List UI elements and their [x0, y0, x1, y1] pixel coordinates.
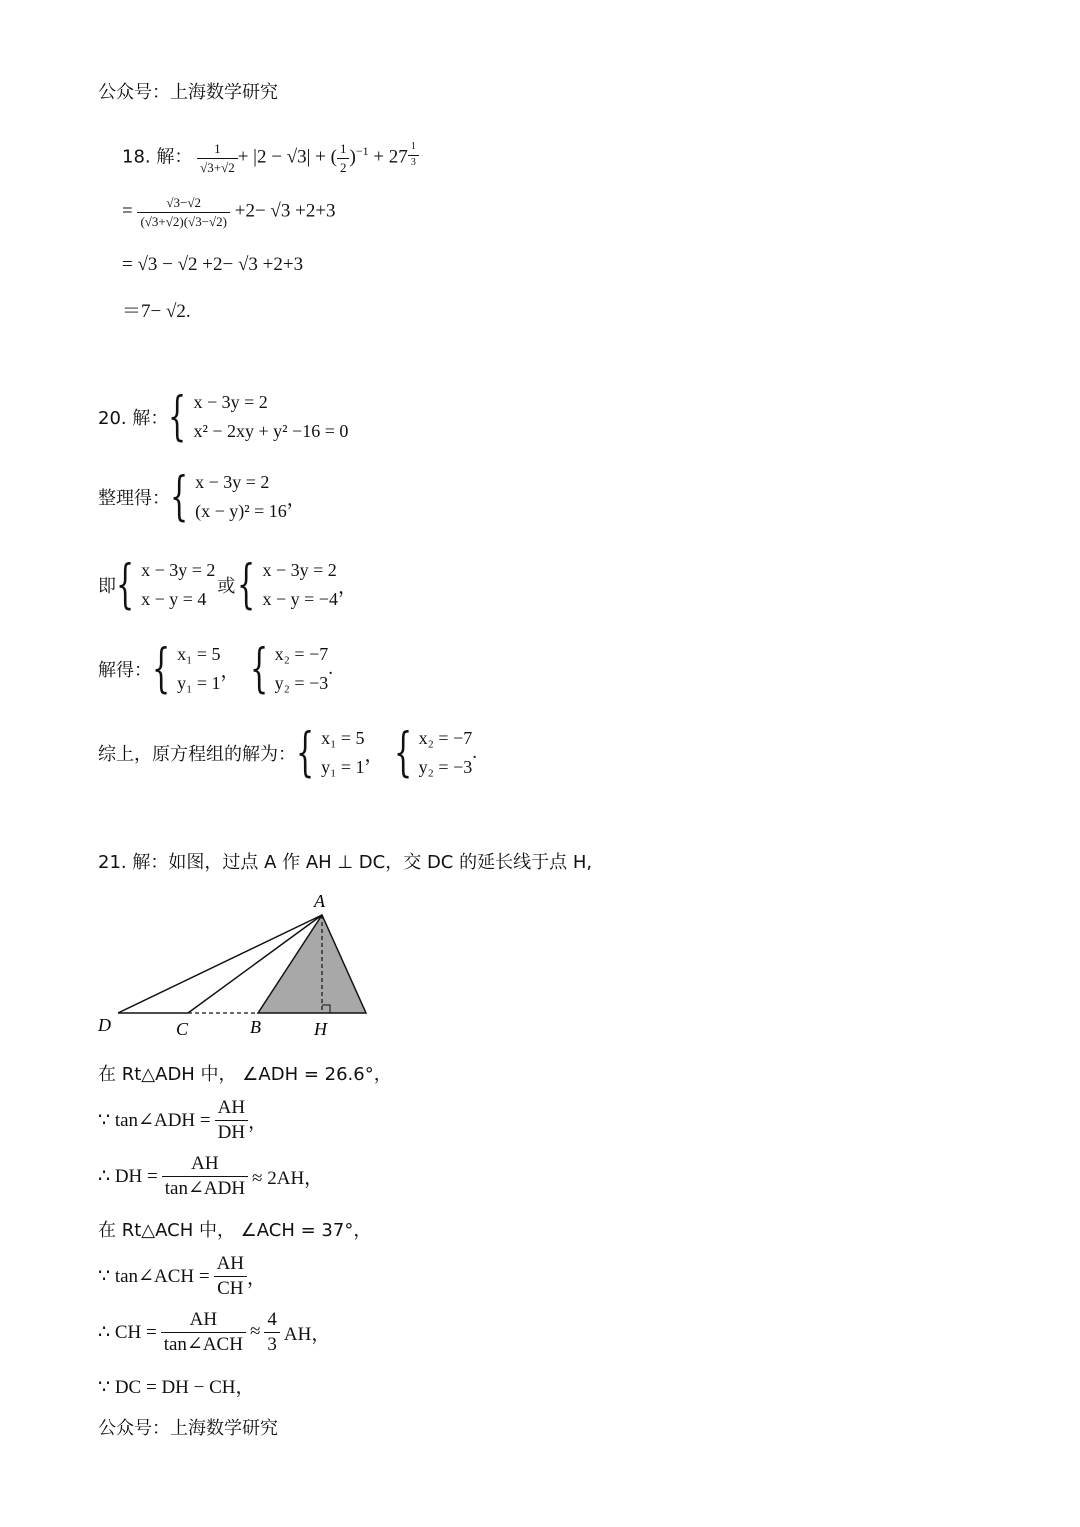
p20-ji: 即	[98, 576, 116, 597]
p20-sys1-eq1: x − 3y = 2	[193, 392, 268, 412]
p20-label: 20. 解：	[98, 408, 169, 429]
p21-l2	[98, 1098, 267, 1143]
p20-system-1	[168, 388, 348, 446]
p20-summary-label: 综上，原方程组的解为：	[98, 744, 296, 765]
p20-line1	[98, 388, 348, 446]
p21-l4: 在 Rt△ACH 中， ∠ACH = 37°，	[98, 1220, 372, 1241]
p20-arrange-label: 整理得：	[98, 488, 170, 509]
p20-sol2-x: x₂ = −7	[274, 644, 329, 664]
p20-sol-1	[152, 640, 221, 698]
brace-icon: {	[393, 723, 412, 783]
p18-label: 18. 解：	[122, 146, 193, 168]
p21-l5-tail: ，	[247, 1267, 267, 1289]
p21-figure	[90, 885, 390, 1045]
p20-system-3a	[116, 556, 215, 614]
p20-sol2-y: y₂ = −3	[274, 673, 329, 693]
p20-sum1-x: x₁ = 5	[321, 728, 365, 748]
p20-line4	[98, 640, 333, 698]
p20-line5	[98, 724, 477, 782]
p20-sum2-x: x₂ = −7	[418, 728, 473, 748]
p21-l2-tail: ，	[248, 1111, 268, 1133]
label-a: A	[314, 891, 325, 911]
p21-l2-pre: ∵ tan∠ADH =	[98, 1109, 211, 1131]
p21-l6	[98, 1310, 330, 1355]
p21-l3-frac: $\frac{AH}{\text{tan∠ADH}}$	[162, 1154, 248, 1199]
label-h: H	[314, 1019, 327, 1039]
p20-system-3b	[237, 556, 338, 614]
shaded-triangle-abh	[258, 915, 366, 1013]
p20-sys2-eq1: x − 3y = 2	[195, 472, 270, 492]
p20-sys3-tail: ，	[337, 576, 357, 598]
p18-line4: ＝7− √2.	[122, 301, 191, 322]
p20-sys3b-eq2: x − y = −4	[262, 589, 338, 609]
label-b: B	[250, 1017, 261, 1037]
p20-sep-2: ，	[364, 744, 384, 766]
p20-sol1-x: x₁ = 5	[177, 644, 221, 664]
label-d: D	[98, 1015, 111, 1035]
p20-sol-2	[250, 640, 329, 698]
p18-third: 1 3	[408, 142, 419, 168]
p20-sys3a-eq2: x − y = 4	[141, 589, 207, 609]
p18-exp: −1	[355, 144, 369, 159]
p21-l6-pre: ∴ CH =	[98, 1321, 157, 1343]
p20-sys2-tail: ，	[286, 488, 306, 510]
p20-end-2: .	[472, 742, 477, 763]
page-header: 公众号：上海数学研究	[98, 82, 278, 103]
p21-l5-frac: $\frac{AH}{CH}$	[214, 1254, 247, 1299]
label-c: C	[176, 1019, 189, 1039]
p20-end: .	[328, 658, 333, 679]
p18-line2	[122, 196, 336, 228]
p20-line2	[98, 468, 306, 526]
p20-solve-label: 解得：	[98, 660, 152, 681]
p20-sys2-eq2: (x − y)² = 16	[195, 501, 287, 521]
page-footer: 公众号：上海数学研究	[98, 1418, 278, 1439]
p21-intro: 21. 解：如图，过点 A 作 AH ⊥ DC，交 DC 的延长线于点 H,	[98, 852, 593, 873]
p21-l3	[98, 1154, 323, 1199]
p20-sol1-y: y₁ = 1	[177, 673, 221, 693]
p18-eq: =	[122, 200, 133, 222]
p18-27: + 27	[368, 146, 408, 168]
p21-l3-tail: ≈ 2AH，	[252, 1167, 324, 1189]
p21-l6-tail: AH，	[283, 1323, 331, 1345]
p20-sys3b-eq1: x − 3y = 2	[262, 560, 337, 580]
p21-l5-pre: ∵ tan∠ACH =	[98, 1265, 210, 1287]
p21-l1: 在 Rt△ADH 中， ∠ADH = 26.6°，	[98, 1064, 392, 1085]
p20-sum-1	[296, 724, 365, 782]
p20-sys3a-eq1: x − 3y = 2	[141, 560, 216, 580]
p21-l6-mid: ≈	[249, 1321, 261, 1343]
p20-system-2	[170, 468, 287, 526]
brace-icon: {	[296, 723, 315, 783]
p20-sum-2	[394, 724, 473, 782]
p18-abs-term: + |2 − √3| + (	[237, 146, 337, 168]
p20-sep: ，	[220, 660, 240, 682]
brace-icon: {	[116, 555, 135, 615]
p18-line2-tail: +2− √3 +2+3	[234, 200, 336, 222]
p20-sys1-eq2: x² − 2xy + y² −16 = 0	[193, 421, 349, 441]
brace-icon: {	[168, 387, 187, 447]
p21-l5	[98, 1254, 266, 1299]
p18-frac-1: $\frac{1}{√3+√2}$	[197, 142, 238, 174]
p21-l3-pre: ∴ DH =	[98, 1165, 158, 1187]
p18-paren: )	[349, 146, 356, 168]
p20-sum2-y: y₂ = −3	[418, 757, 473, 777]
p21-l6-frac: $\frac{AH}{\text{tan∠ACH}}$	[161, 1310, 246, 1355]
p18-line3: = √3 − √2 +2− √3 +2+3	[122, 254, 304, 275]
p18-frac-2: $\frac{√3-√2}{(√3+√2)(√3-√2)}$	[137, 196, 230, 228]
p21-l7: ∵ DC = DH − CH，	[98, 1377, 255, 1398]
p18-half: $\frac{1}{2}$	[337, 142, 350, 174]
brace-icon: {	[170, 467, 189, 527]
p21-l2-frac: $\frac{AH}{DH}$	[215, 1098, 248, 1143]
p18-line1	[122, 142, 419, 174]
p21-l6-frac2: $\frac{4}{3}$	[264, 1310, 280, 1355]
p20-huo: 或	[217, 576, 236, 597]
brace-icon: {	[249, 639, 268, 699]
brace-icon: {	[152, 639, 171, 699]
p20-sum1-y: y₁ = 1	[321, 757, 365, 777]
brace-icon: {	[237, 555, 256, 615]
p20-line3	[98, 556, 357, 614]
